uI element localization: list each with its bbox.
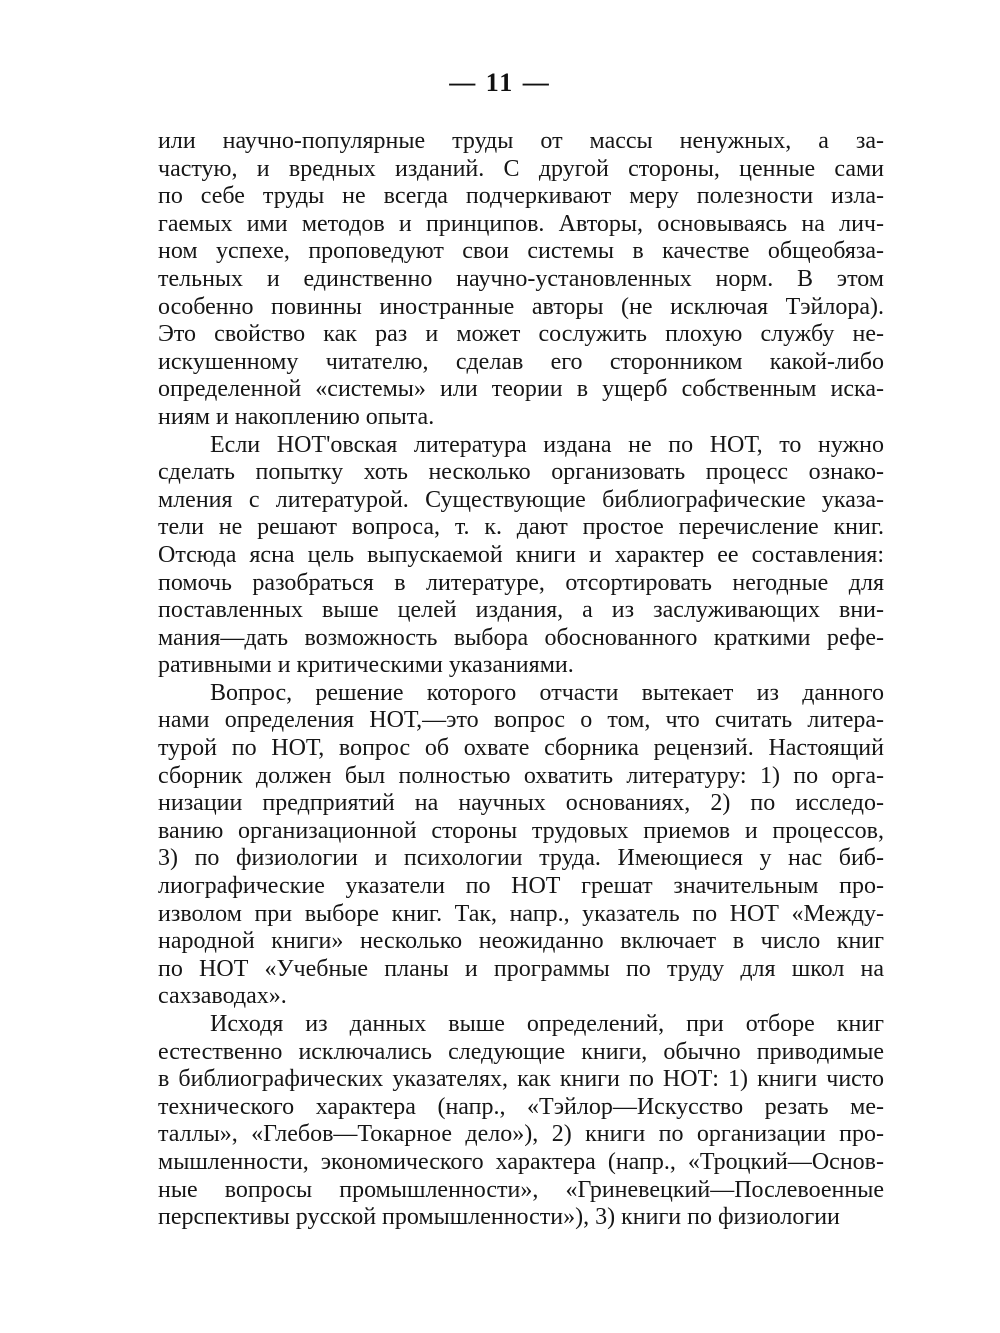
text-line: лиографические указатели по НОТ грешат значительным про- [158, 873, 884, 900]
text-line: таллы», «Глебов—Токарное дело»), 2) книги по организации про- [158, 1121, 884, 1148]
text-line: мышленности, экономического характера (напр., «Троцкий—Основ- [158, 1148, 884, 1175]
text-line: Исходя из данных выше определений, при отборе книг [210, 1011, 884, 1037]
text-line: Это свойство как раз и может сослужить плохую службу не- [158, 321, 884, 348]
text-line: естественно исключались следующие книги, обычно приводимые [158, 1038, 884, 1065]
text-line: тельных и единственно научно-установленных норм. В этом [158, 265, 884, 292]
text-line: ниям и накоплению опыта. [158, 403, 435, 430]
text-line: Если НОТ'овская литература издана не по НОТ, то нужно [210, 431, 884, 458]
text-line: мления с литературой. Существующие библиографические указа- [158, 486, 884, 513]
body-text [158, 128, 884, 1232]
text-line: гаемых ими методов и принципов. Авторы, основываясь на лич- [158, 210, 884, 237]
text-line: ном успехе, проповедуют свои системы в качестве общеобяза- [158, 238, 884, 265]
text-line: особенно повинны иностранные авторы (не исключая Тэйлора). [158, 293, 884, 320]
text-line: мания—дать возможность выбора обоснованного краткими рефе- [158, 624, 884, 651]
text-line: народной книги» несколько неожиданно включает в число книг [158, 928, 884, 955]
text-line: изволом при выборе книг. Так, напр., указатель по НОТ «Между- [158, 900, 884, 927]
text-line: перспективы русской промышленности»), 3) книги по физиологии [158, 1204, 840, 1231]
text-line: низации предприятий на научных основаниях, 2) по исследо- [158, 790, 884, 817]
paragraph [158, 128, 884, 432]
text-line: в библиографических указателях, как книги по НОТ: 1) книги чисто [158, 1066, 884, 1093]
text-line: сделать попытку хоть несколько организовать процесс ознако- [158, 459, 884, 486]
page-number: — 11 — [449, 68, 551, 97]
text-line: или научно-популярные труды от массы ненужных, а за- [158, 128, 884, 154]
text-line: по НОТ «Учебные планы и программы по труду для школ на [158, 955, 884, 982]
text-line: нами определения НОТ,—это вопрос о том, что считать литера- [158, 707, 884, 734]
text-line: сборник должен был полностью охватить литературу: 1) по орга- [158, 762, 884, 789]
text-line: сахзаводах». [158, 983, 287, 1010]
text-line: Вопрос, решение которого отчасти вытекает из данного [210, 679, 884, 706]
text-line: определенной «системы» или теории в ущерб собственным иска- [158, 376, 884, 403]
text-line: Отсюда ясна цель выпускаемой книги и характер ее составления: [158, 541, 884, 568]
text-line: турой по НОТ, вопрос об охвате сборника рецензий. Настоящий [158, 735, 884, 762]
text-line: частую, и вредных изданий. С другой стороны, ценные сами [158, 155, 884, 182]
text-line: ративными и критическими указаниями. [158, 652, 574, 679]
text-line: тели не решают вопроса, т. к. дают простое перечисление книг. [158, 514, 884, 541]
text-line: ванию организационной стороны трудовых приемов и процессов, [158, 817, 884, 844]
text-line: помочь разобраться в литературе, отсортировать негодные для [158, 569, 884, 596]
text-line: по себе труды не всегда подчеркивают меру полезности изла- [158, 183, 884, 210]
text-line: технического характера (напр., «Тэйлор—Искусство резать ме- [158, 1093, 884, 1120]
text-line: поставленных выше целей издания, а из заслуживающих вни- [158, 597, 884, 624]
text-line: 3) по физиологии и психологии труда. Имеющиеся у нас биб- [158, 845, 884, 872]
paragraph [158, 1011, 884, 1232]
paragraph [158, 680, 884, 1011]
text-line: ные вопросы промышленности», «Гриневецкий—Послевоенные [158, 1176, 884, 1203]
text-line: искушенному читателю, сделав его сторонником какой-либо [158, 348, 884, 375]
paragraph [158, 432, 884, 680]
